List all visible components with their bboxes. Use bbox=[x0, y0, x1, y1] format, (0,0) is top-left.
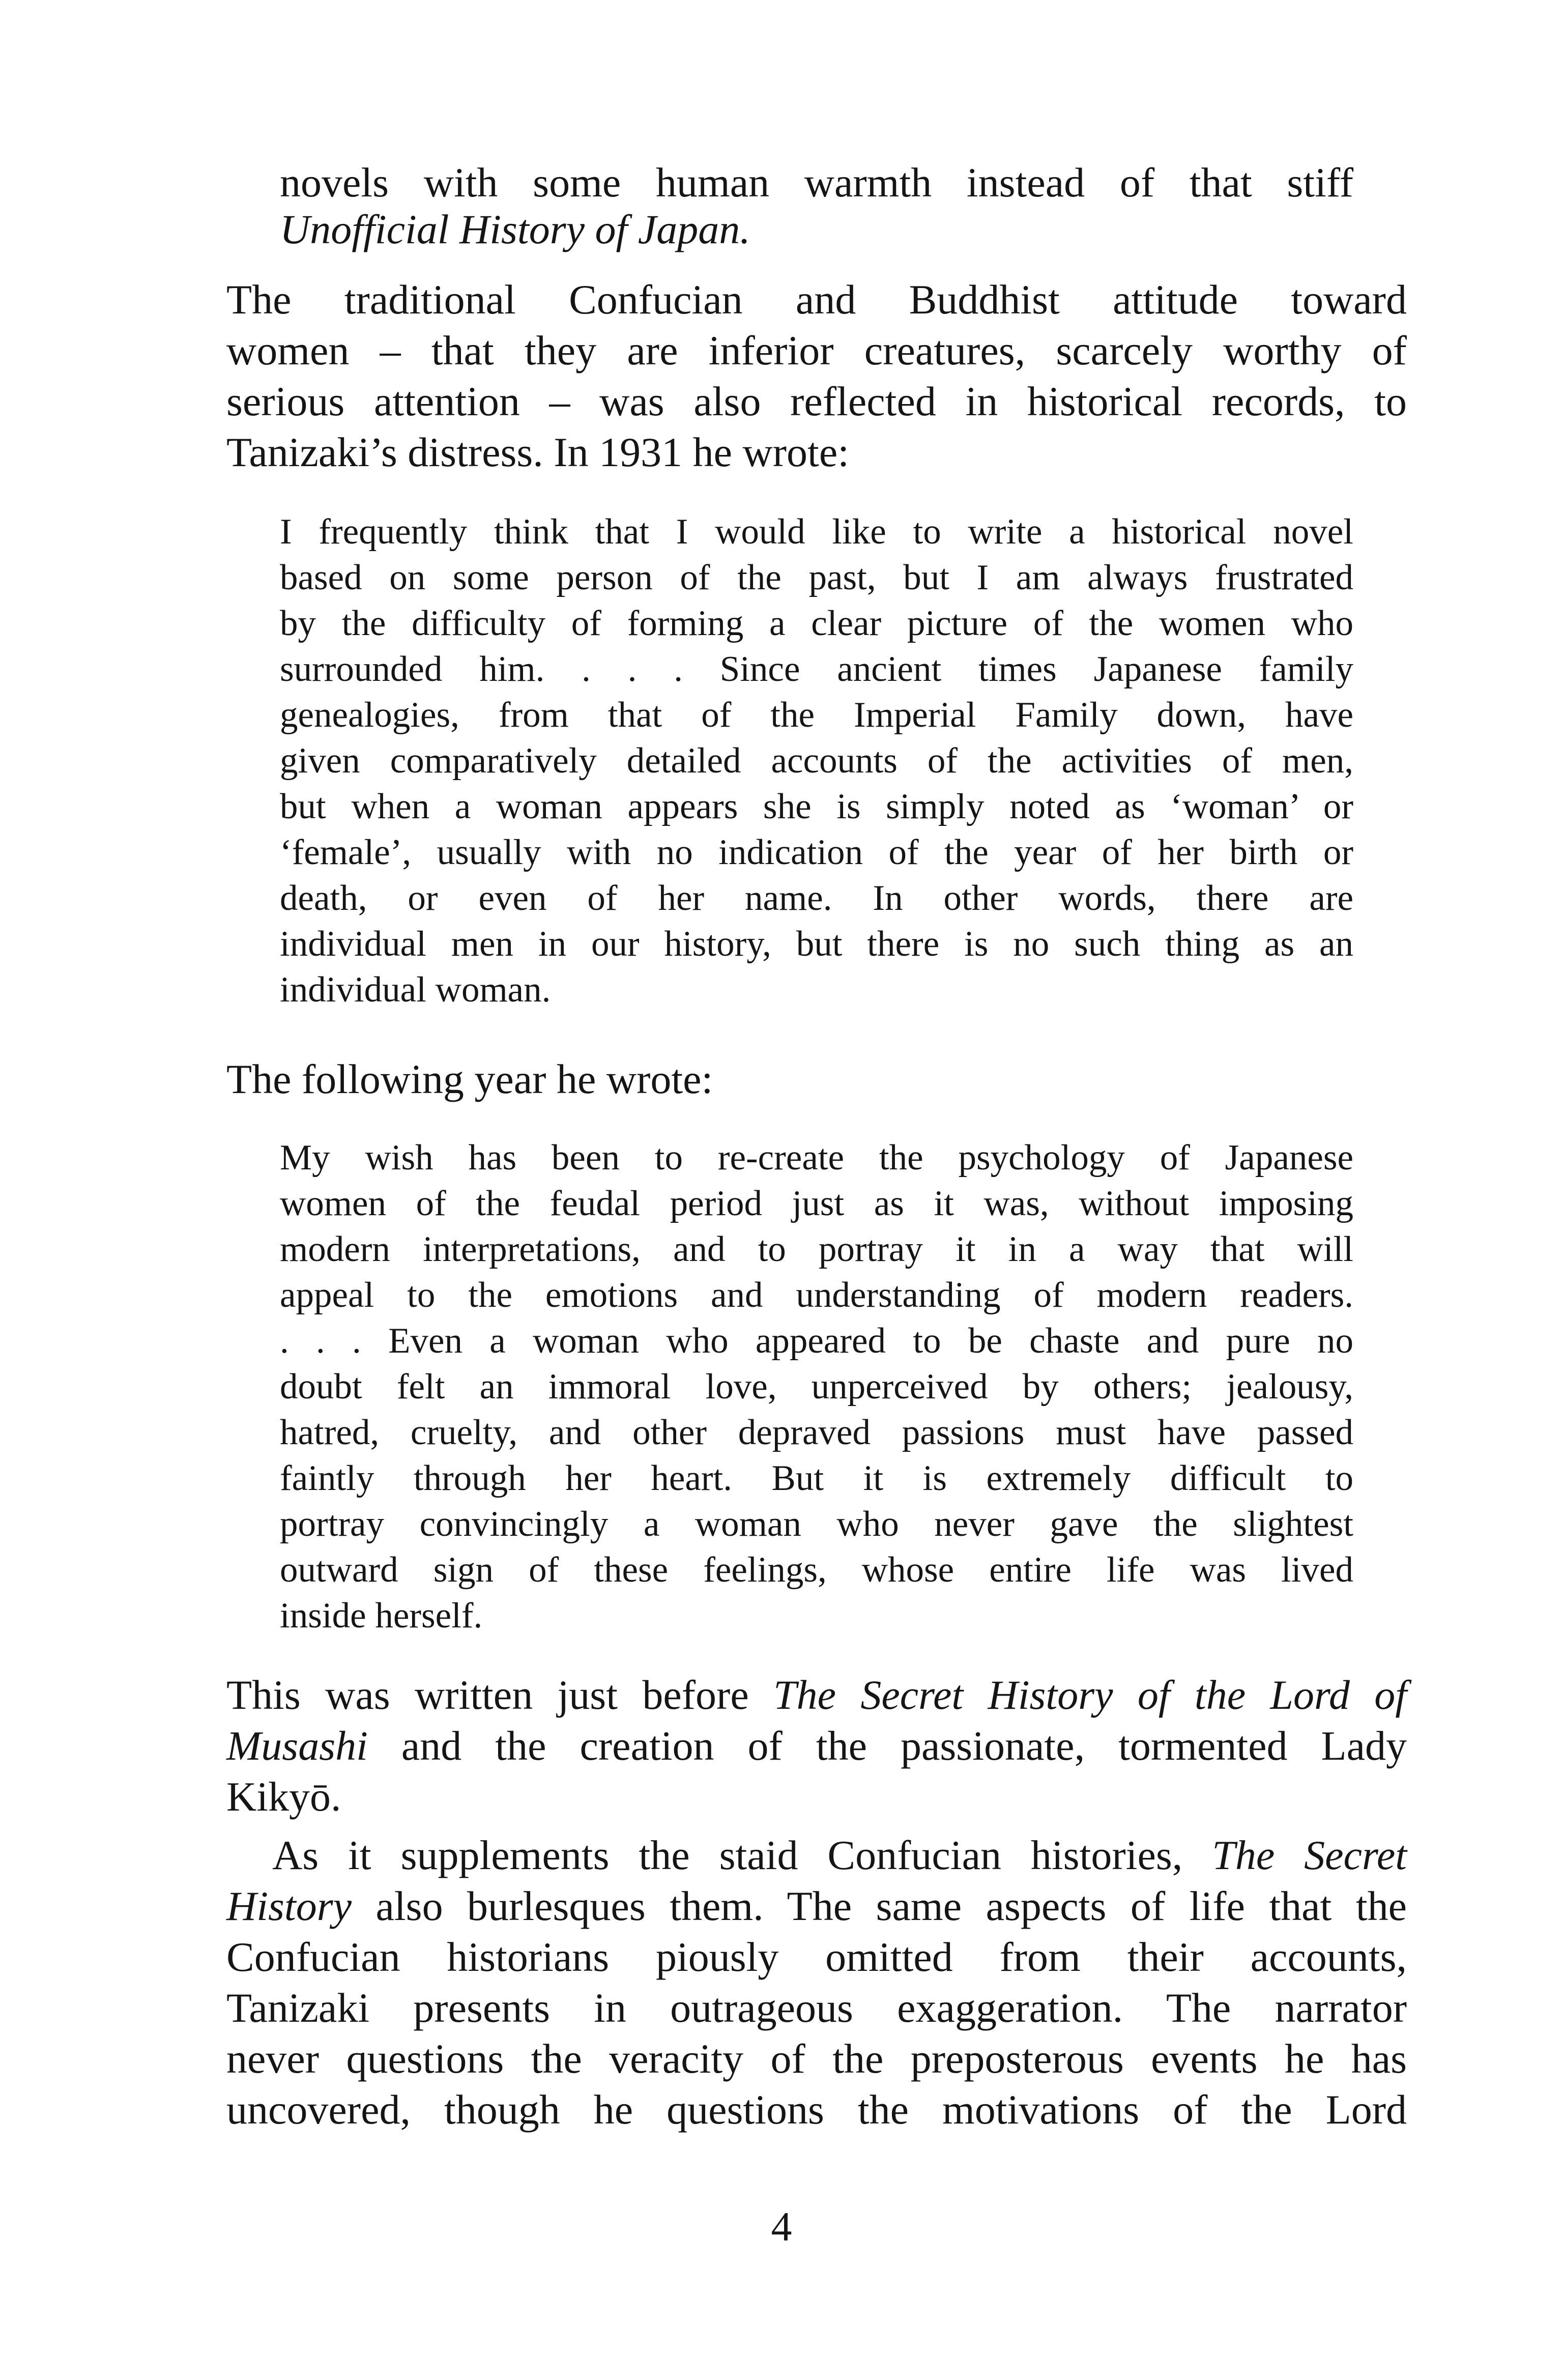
text-run: The traditional Confucian and Buddhist attitude toward bbox=[226, 276, 1407, 323]
text-line bbox=[226, 429, 849, 475]
text-run: also burlesques them. The same aspects of life that the bbox=[352, 1883, 1407, 1929]
italic-text: History bbox=[226, 1883, 352, 1929]
text-run: by the difficulty of forming a clear picture of the women who bbox=[280, 604, 1353, 643]
text-line bbox=[280, 789, 1353, 825]
text-line bbox=[280, 1323, 1353, 1359]
text-line bbox=[226, 1725, 1407, 1767]
text-run: faintly through her heart. But it is extremely difficult to bbox=[280, 1458, 1353, 1498]
text-line bbox=[280, 651, 1353, 687]
text-run: uncovered, though he questions the motivations of the Lord bbox=[226, 2086, 1407, 2133]
text-line bbox=[226, 1987, 1407, 2029]
text-run: As it supplements the staid Confucian histories, bbox=[272, 1832, 1212, 1878]
text-line bbox=[280, 1460, 1353, 1497]
text-line bbox=[280, 880, 1353, 916]
text-line bbox=[280, 1140, 1353, 1176]
text-line bbox=[280, 835, 1353, 871]
text-run: doubt felt an immoral love, unperceived by others; jealousy, bbox=[280, 1367, 1353, 1407]
text-line bbox=[226, 2035, 1407, 2082]
text-run: ‘female’, usually with no indication of the year of her birth or bbox=[280, 833, 1353, 872]
text-run: individual men in our history, but there is no such thing as an bbox=[280, 924, 1353, 964]
text-run: portray convincingly a woman who never gave the slightest bbox=[280, 1504, 1353, 1544]
italic-text: Musashi bbox=[226, 1723, 368, 1769]
text-line bbox=[280, 159, 1353, 206]
text-run: inside herself. bbox=[280, 1596, 483, 1636]
text-line bbox=[280, 697, 1353, 733]
text-run: based on some person of the past, but I am always frustrated bbox=[280, 558, 1353, 597]
text-run: My wish has been to re-create the psychology of Japanese bbox=[280, 1138, 1353, 1178]
text-run: surrounded him. . . . Since ancient times Japanese family bbox=[280, 649, 1353, 689]
text-line bbox=[280, 1415, 1353, 1451]
text-line bbox=[280, 1552, 1353, 1588]
text-line bbox=[226, 1058, 713, 1100]
text-run: but when a woman appears she is simply noted as ‘woman’ or bbox=[280, 787, 1353, 826]
text-line bbox=[280, 606, 1353, 642]
text-run: modern interpretations, and to portray it in a way that will bbox=[280, 1229, 1353, 1269]
text-run: death, or even of her name. In other words, there are bbox=[280, 878, 1353, 918]
italic-text: Unofficial History of Japan. bbox=[280, 206, 750, 252]
text-line bbox=[226, 1885, 1407, 1927]
text-line bbox=[280, 743, 1353, 779]
text-line bbox=[226, 1674, 1407, 1716]
text-line bbox=[226, 276, 1407, 323]
text-run: Tanizaki’s distress. In 1931 he wrote: bbox=[226, 429, 849, 475]
text-line bbox=[226, 1773, 341, 1820]
text-run: Tanizaki presents in outrageous exaggeration. The narrator bbox=[226, 1985, 1407, 2031]
italic-text: The Secret History of the Lord of bbox=[773, 1672, 1407, 1718]
text-line bbox=[280, 972, 551, 1008]
text-run: and the creation of the passionate, tormented Lady bbox=[367, 1723, 1407, 1769]
text-run: given comparatively detailed accounts of the activities of men, bbox=[280, 741, 1353, 781]
text-run: outward sign of these feelings, whose entire life was lived bbox=[280, 1550, 1353, 1590]
text-run: novels with some human warmth instead of that stiff bbox=[280, 159, 1353, 206]
text-line bbox=[280, 206, 750, 252]
text-line bbox=[280, 560, 1353, 596]
text-line bbox=[280, 1506, 1353, 1542]
text-line bbox=[226, 327, 1407, 374]
text-line bbox=[280, 1231, 1353, 1268]
text-run: hatred, cruelty, and other depraved passions must have passed bbox=[280, 1413, 1353, 1452]
text-run: Confucian historians piously omitted from their accounts, bbox=[226, 1934, 1407, 1980]
page-number: 4 bbox=[771, 2203, 792, 2250]
text-run: This was written just before bbox=[226, 1672, 774, 1718]
text-run: never questions the veracity of the preposterous events he has bbox=[226, 2035, 1407, 2082]
text-line bbox=[226, 378, 1407, 424]
text-line bbox=[280, 1598, 482, 1634]
text-run: genealogies, from that of the Imperial Family down, have bbox=[280, 695, 1353, 735]
text-line bbox=[226, 1936, 1407, 1978]
text-line bbox=[280, 1369, 1353, 1405]
italic-text: The Secret bbox=[1212, 1832, 1407, 1878]
text-run: I frequently think that I would like to write a historical novel bbox=[280, 512, 1353, 552]
text-run: women – that they are inferior creatures, scarcely worthy of bbox=[226, 327, 1407, 374]
text-run: individual woman. bbox=[280, 970, 551, 1010]
text-run: The following year he wrote: bbox=[226, 1056, 713, 1102]
text-run: Kikyō. bbox=[226, 1773, 341, 1820]
text-line bbox=[226, 2086, 1407, 2133]
text-line bbox=[280, 926, 1353, 962]
text-line bbox=[280, 514, 1353, 550]
text-run: serious attention – was also reflected in historical records, to bbox=[226, 378, 1407, 424]
text-run: appeal to the emotions and understanding of modern readers. bbox=[280, 1275, 1353, 1315]
text-line bbox=[272, 1834, 1407, 1876]
text-run: . . . Even a woman who appeared to be chaste and pure no bbox=[280, 1321, 1353, 1361]
text-run: women of the feudal period just as it was, without imposing bbox=[280, 1184, 1353, 1223]
text-line bbox=[280, 1277, 1353, 1313]
text-line bbox=[280, 1186, 1353, 1222]
